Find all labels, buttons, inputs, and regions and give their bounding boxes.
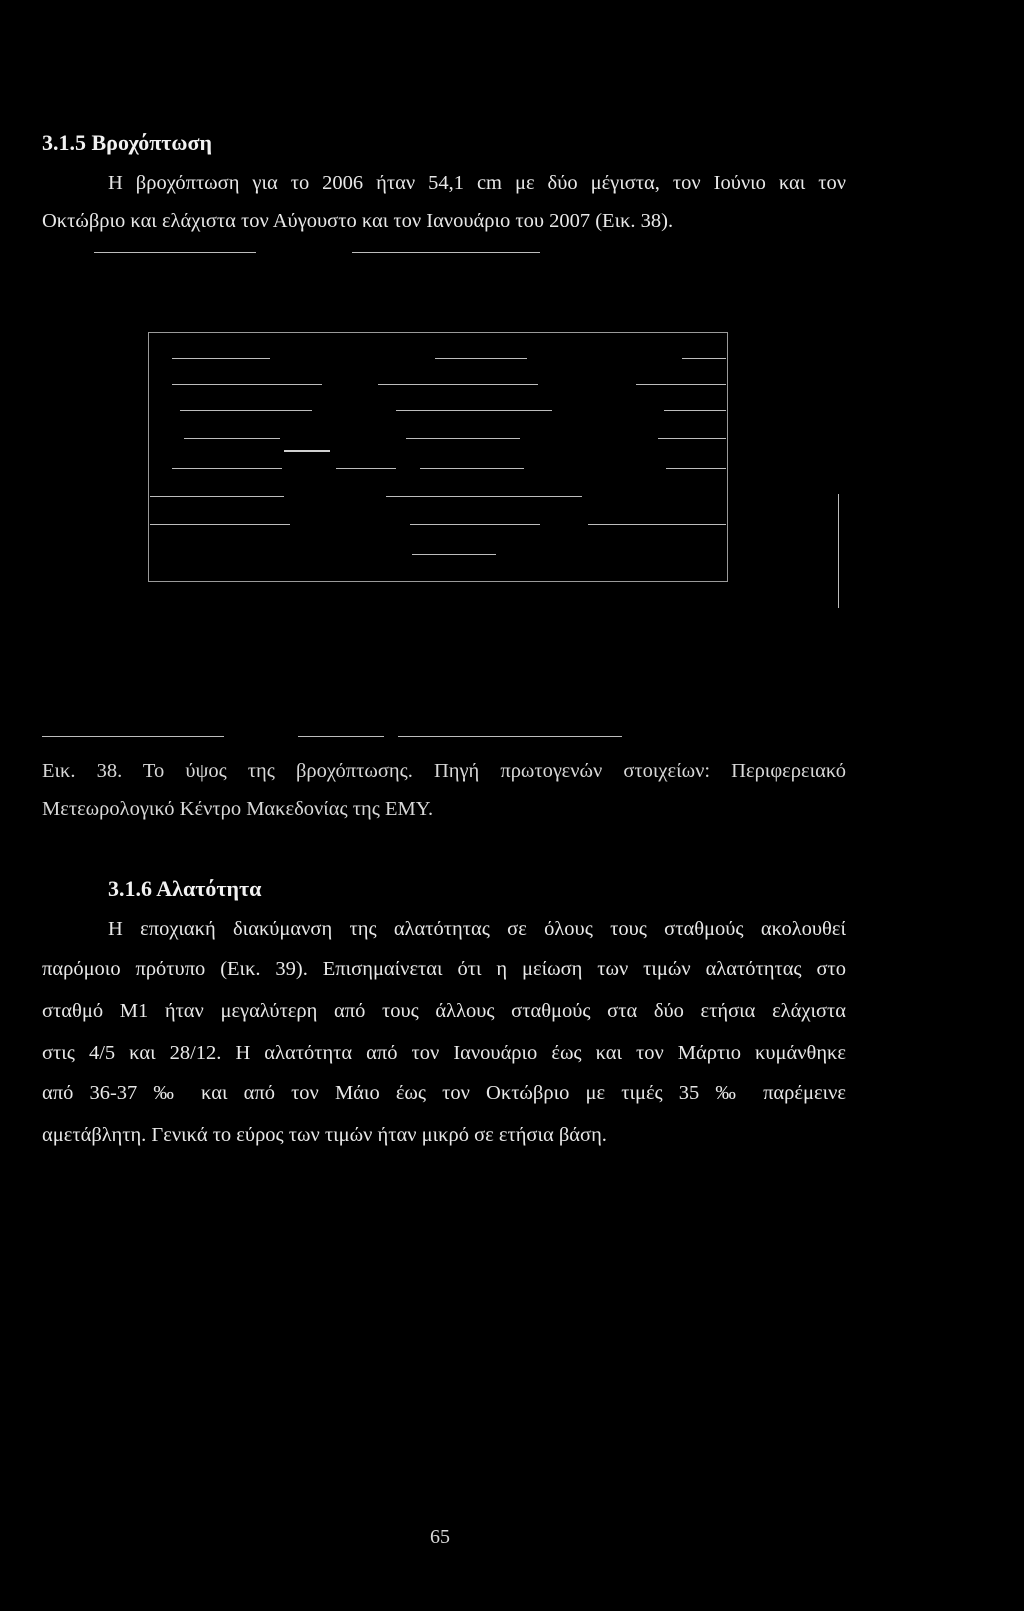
scan-rule [398,736,622,737]
section-heading-rainfall: 3.1.5 Βροχόπτωση [42,130,212,155]
figure-gridline [412,554,496,555]
figure-gridline [172,358,270,359]
figure-38-caption-line-1: Εικ. 38. Το ύψος της βροχόπτωσης. Πηγή πρωτογενών στοιχείων: Περιφερειακό [42,760,846,782]
figure-gridline [420,468,524,469]
figure-gridline [682,358,726,359]
section-heading-salinity: 3.1.6 Αλατότητα [108,876,262,901]
figure-gridline [378,384,538,385]
figure-gridline [150,524,290,525]
figure-gridline [336,468,396,469]
salinity-paragraph-line-6: αμετάβλητη. Γενικά το εύρος των τιμών ήταν μικρό σε ετήσια βάση. [42,1124,607,1146]
rainfall-paragraph-line-2: Οκτώβριο και ελάχιστα τον Αύγουστο και τον Ιανουάριο του 2007 (Εικ. 38). [42,210,674,232]
figure-gridline [184,438,280,439]
scan-rule [352,252,540,253]
figure-38-frame [148,332,728,582]
figure-gridline [666,468,726,469]
page-number: 65 [430,1526,450,1548]
figure-gridline [588,524,726,525]
figure-gridline [435,358,527,359]
scan-rule [298,736,384,737]
figure-38-caption-line-2: Μετεωρολογικό Κέντρο Μακεδονίας της ΕΜΥ. [42,798,434,820]
figure-gridline [664,410,726,411]
figure-side-axis [838,494,839,608]
figure-gridline [636,384,726,385]
scan-rule [94,252,256,253]
salinity-paragraph-line-1: Η εποχιακή διακύμανση της αλατότητας σε όλους τους σταθμούς ακολουθεί [108,918,846,940]
salinity-paragraph-line-5: από 36-37 ‰ και από τον Μάιο έως τον Οκτώβριο με τιμές 35 ‰ παρέμεινε [42,1082,846,1104]
rainfall-paragraph-line-1: Η βροχόπτωση για το 2006 ήταν 54,1 cm με δύο μέγιστα, τον Ιούνιο και τον [108,172,846,194]
figure-gridline [396,410,552,411]
figure-gridline [172,384,322,385]
figure-gridline [410,524,540,525]
salinity-paragraph-line-4: στις 4/5 και 28/12. Η αλατότητα από τον Ιανουάριο έως και τον Μάρτιο κυμάνθηκε [42,1042,846,1064]
figure-data-line [284,450,330,452]
salinity-paragraph-line-2: παρόμοιο πρότυπο (Εικ. 39). Επισημαίνεται ότι η μείωση των τιμών αλατότητας στο [42,958,846,980]
figure-gridline [658,438,726,439]
figure-gridline [172,468,282,469]
figure-gridline [386,496,582,497]
figure-gridline [180,410,312,411]
scan-rule [42,736,224,737]
figure-gridline [150,496,284,497]
figure-gridline [406,438,520,439]
salinity-paragraph-line-3: σταθμό Μ1 ήταν μεγαλύτερη από τους άλλους σταθμούς στα δύο ετήσια ελάχιστα [42,1000,846,1022]
